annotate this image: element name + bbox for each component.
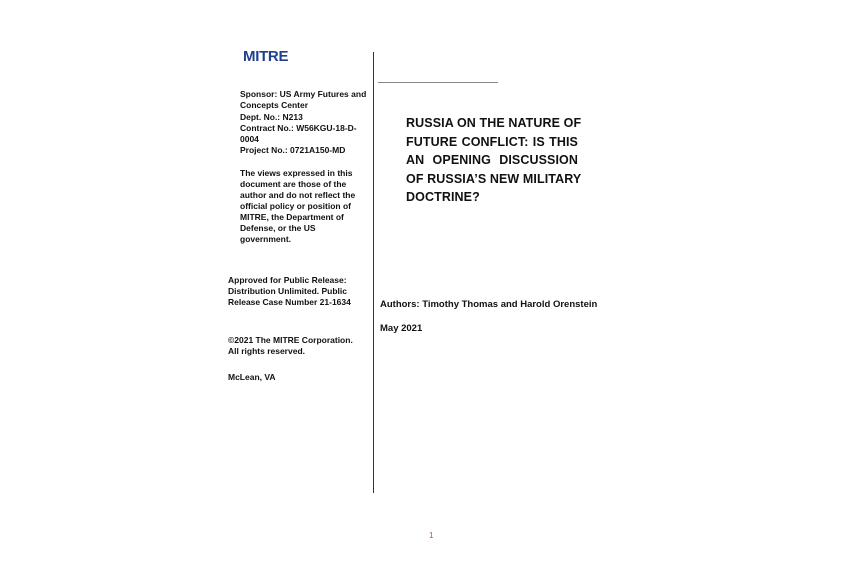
copyright — [228, 335, 358, 357]
title-line: DOCTRINE? — [406, 190, 480, 204]
title-line: OF RUSSIA’S NEW MILITARY — [406, 171, 582, 186]
location: McLean, VA — [228, 372, 276, 382]
title-line: FUTURE CONFLICT: IS THIS — [406, 134, 578, 149]
release-line: Approved for Public Release: — [228, 275, 347, 285]
disclaimer-line: author and do not reflect the — [240, 190, 356, 200]
publication-date: May 2021 — [380, 323, 423, 334]
contract-numbers — [240, 112, 360, 156]
disclaimer-line: The views expressed in this — [240, 168, 353, 178]
sponsor-info — [240, 89, 367, 111]
dept-number: Dept. No.: N213 — [240, 112, 303, 122]
horizontal-rule — [378, 82, 498, 83]
sponsor-line: Concepts Center — [240, 100, 309, 110]
sponsor-line: Sponsor: US Army Futures and — [240, 89, 367, 99]
disclaimer-line: government. — [240, 234, 292, 244]
document-title — [406, 114, 582, 207]
disclaimer-line: document are those of the — [240, 179, 347, 189]
copyright-line: ©2021 The MITRE Corporation. — [228, 335, 353, 345]
contract-number-cont: 0004 — [240, 134, 259, 144]
page-number: 1 — [429, 531, 434, 540]
contract-number: Contract No.: W56KGU-18-D- — [240, 123, 357, 133]
vertical-divider — [373, 52, 374, 493]
authors: Authors: Timothy Thomas and Harold Orenstein — [380, 299, 598, 310]
disclaimer-line: MITRE, the Department of — [240, 212, 344, 222]
mitre-logo: MITRE — [243, 48, 289, 65]
title-line: RUSSIA ON THE NATURE OF — [406, 116, 582, 130]
copyright-line: All rights reserved. — [228, 346, 306, 356]
release-line: Distribution Unlimited. Public — [228, 286, 347, 296]
release-line: Release Case Number 21-1634 — [228, 297, 351, 307]
release-statement — [228, 275, 358, 308]
disclaimer — [240, 168, 360, 245]
disclaimer-line: Defense, or the US — [240, 223, 316, 233]
title-line: AN OPENING DISCUSSION — [406, 153, 578, 167]
project-number: Project No.: 0721A150-MD — [240, 145, 346, 155]
disclaimer-line: official policy or position of — [240, 201, 351, 211]
